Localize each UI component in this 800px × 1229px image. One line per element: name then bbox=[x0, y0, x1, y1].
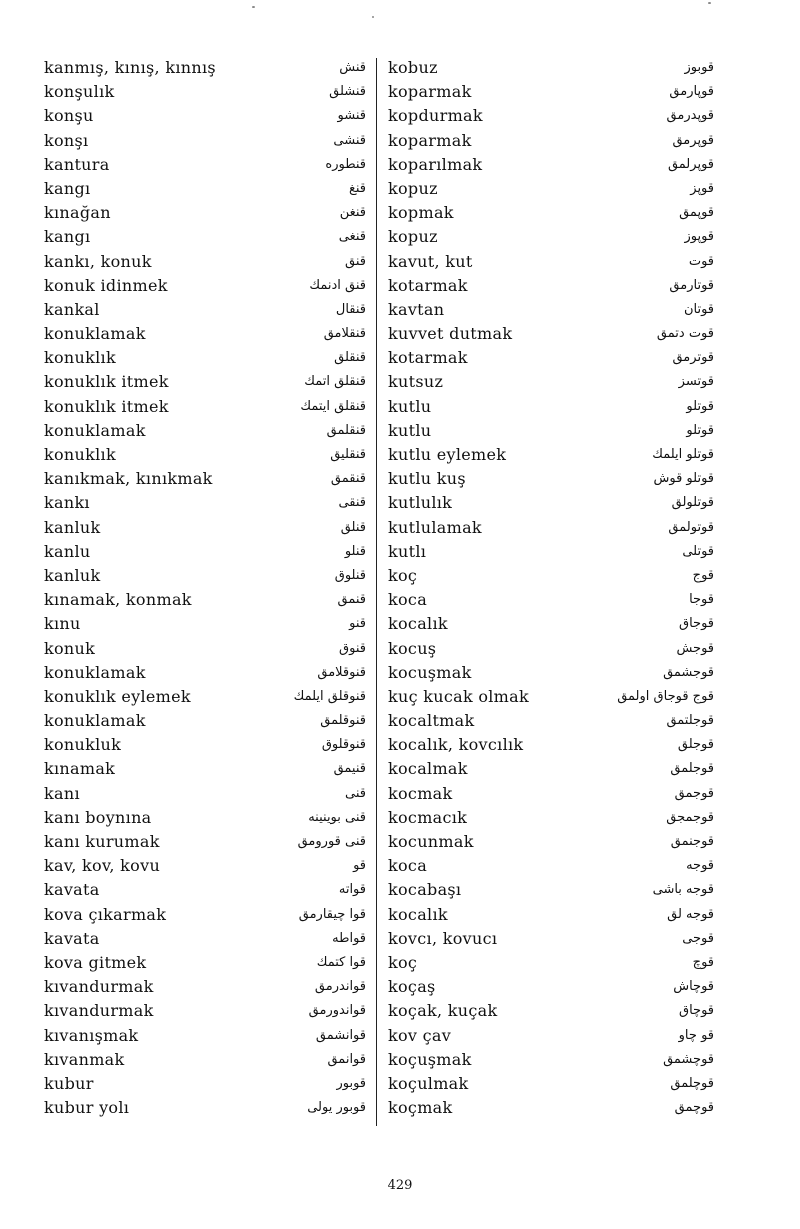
entry-transliteration: kopuz bbox=[388, 227, 438, 247]
dictionary-entry bbox=[388, 903, 714, 927]
dictionary-entry bbox=[388, 1072, 714, 1096]
entry-arabic-script: قنقمق bbox=[330, 471, 366, 487]
entry-arabic-script: قنقلمق bbox=[326, 422, 366, 438]
entry-arabic-script: قوت bbox=[688, 253, 714, 269]
entry-transliteration: kocaltmak bbox=[388, 711, 475, 731]
entry-arabic-script: قنقلامق bbox=[323, 326, 366, 342]
entry-transliteration: kanluk bbox=[44, 517, 101, 537]
entry-transliteration: kopmak bbox=[388, 203, 454, 223]
dictionary-entry bbox=[44, 443, 366, 467]
entry-transliteration: kocuşmak bbox=[388, 662, 472, 682]
dictionary-entry bbox=[388, 153, 714, 177]
entry-arabic-script: قوتلولق bbox=[671, 495, 714, 511]
entry-arabic-script: قنوقلوق bbox=[321, 737, 366, 753]
entry-transliteration: kuç kucak olmak bbox=[388, 686, 529, 706]
entry-arabic-script: قنشلق bbox=[329, 84, 366, 100]
entry-arabic-script: قوچلمق bbox=[670, 1075, 714, 1091]
dictionary-entry bbox=[44, 1048, 366, 1072]
print-speck bbox=[252, 6, 255, 8]
entry-transliteration: koçmak bbox=[388, 1098, 453, 1118]
entry-transliteration: kıvandurmak bbox=[44, 977, 154, 997]
entry-arabic-script: قنوقلامق bbox=[317, 664, 366, 680]
entry-transliteration: koç bbox=[388, 565, 418, 585]
dictionary-entry bbox=[44, 1024, 366, 1048]
dictionary-entry bbox=[44, 1096, 366, 1120]
entry-arabic-script: قنق ادنمك bbox=[309, 277, 366, 293]
dictionary-entry bbox=[388, 878, 714, 902]
entry-transliteration: kocunmak bbox=[388, 832, 474, 851]
entry-arabic-script: قوجش bbox=[676, 640, 714, 656]
entry-arabic-script: قوا چیقارمق bbox=[298, 906, 366, 922]
dictionary-entry bbox=[388, 685, 714, 709]
dictionary-entry bbox=[44, 225, 366, 249]
entry-arabic-script: قوجا bbox=[689, 592, 714, 608]
entry-transliteration: kankı, konuk bbox=[44, 251, 152, 271]
entry-transliteration: kıvanmak bbox=[44, 1049, 125, 1069]
entry-arabic-script: قوپارمق bbox=[669, 84, 714, 100]
entry-arabic-script: قوپرلمق bbox=[667, 156, 714, 172]
entry-transliteration: konuklık bbox=[44, 445, 116, 464]
dictionary-entry bbox=[44, 903, 366, 927]
entry-transliteration: kocalık bbox=[388, 614, 448, 634]
dictionary-entry bbox=[388, 854, 714, 878]
entry-arabic-script: قنیمق bbox=[333, 761, 366, 777]
entry-arabic-script: قوج bbox=[692, 567, 714, 583]
dictionary-entry bbox=[44, 129, 366, 153]
entry-arabic-script: قنطوره bbox=[325, 156, 366, 172]
entry-transliteration: konuklık eylemek bbox=[44, 686, 191, 706]
dictionary-entry bbox=[388, 443, 714, 467]
dictionary-entry bbox=[44, 322, 366, 346]
entry-arabic-script: قوتلو bbox=[686, 422, 714, 438]
entry-arabic-script: قوجلق bbox=[677, 737, 714, 753]
entry-transliteration: konuklık itmek bbox=[44, 372, 169, 392]
entry-arabic-script: قنقلق bbox=[334, 350, 366, 366]
entry-transliteration: kutlulık bbox=[388, 493, 453, 513]
entry-arabic-script: قوتلی bbox=[682, 543, 714, 559]
entry-arabic-script: قنغ bbox=[348, 180, 366, 196]
entry-arabic-script: قوچمق bbox=[674, 1100, 714, 1116]
entry-transliteration: konuklık itmek bbox=[44, 396, 169, 416]
dictionary-entry bbox=[44, 782, 366, 806]
entry-transliteration: kov çav bbox=[388, 1025, 452, 1045]
entry-arabic-script: قنمق bbox=[337, 592, 366, 608]
dictionary-entry bbox=[44, 878, 366, 902]
entry-transliteration: kovcı, kovucı bbox=[388, 928, 498, 948]
entry-arabic-script: قوتولمق bbox=[668, 519, 714, 535]
dictionary-entry bbox=[44, 540, 366, 564]
entry-transliteration: kanı kurumak bbox=[44, 832, 160, 851]
left-column bbox=[44, 56, 366, 1120]
entry-transliteration: koç bbox=[388, 952, 418, 972]
dictionary-entry bbox=[44, 346, 366, 370]
entry-transliteration: kavata bbox=[44, 880, 100, 900]
entry-arabic-script: قنقی bbox=[338, 495, 366, 511]
entry-transliteration: koçuşmak bbox=[388, 1049, 472, 1069]
entry-transliteration: kutlu bbox=[388, 396, 432, 416]
dictionary-entry bbox=[388, 612, 714, 636]
entry-transliteration: kavut, kut bbox=[388, 251, 473, 271]
entry-transliteration: kanluk bbox=[44, 565, 101, 585]
entry-arabic-script: قوجلمق bbox=[670, 761, 714, 777]
entry-arabic-script: قوپرمق bbox=[672, 132, 714, 148]
dictionary-entry bbox=[388, 225, 714, 249]
entry-arabic-script: قنقال bbox=[335, 301, 366, 317]
entry-transliteration: kıvandurmak bbox=[44, 1001, 154, 1021]
entry-arabic-script: قوا كتمك bbox=[316, 954, 366, 970]
dictionary-entry bbox=[44, 1072, 366, 1096]
entry-arabic-script: قنقلیق bbox=[330, 447, 366, 462]
entry-transliteration: konuklık bbox=[44, 348, 116, 368]
entry-arabic-script: قنلو bbox=[344, 543, 366, 559]
dictionary-entry bbox=[388, 927, 714, 951]
dictionary-entry bbox=[388, 661, 714, 685]
entry-transliteration: kanı boynına bbox=[44, 807, 152, 827]
entry-arabic-script: قوجلتمق bbox=[666, 713, 714, 729]
dictionary-entry bbox=[388, 951, 714, 975]
dictionary-entry bbox=[388, 322, 714, 346]
dictionary-entry bbox=[44, 104, 366, 128]
entry-transliteration: kova gitmek bbox=[44, 952, 147, 972]
dictionary-entry bbox=[388, 56, 714, 80]
dictionary-entry bbox=[44, 709, 366, 733]
entry-transliteration: kotarmak bbox=[388, 275, 468, 295]
entry-arabic-script: قوچاق bbox=[678, 1003, 714, 1019]
dictionary-entry bbox=[388, 491, 714, 515]
entry-arabic-script: قواندورمق bbox=[308, 1003, 366, 1019]
entry-transliteration: konuklamak bbox=[44, 711, 146, 731]
entry-arabic-script: قوجه لق bbox=[667, 906, 714, 922]
entry-arabic-script: قنق bbox=[345, 253, 366, 269]
entry-arabic-script: قنش bbox=[339, 60, 366, 75]
entry-transliteration: kuvvet dutmak bbox=[388, 324, 513, 344]
dictionary-entry bbox=[388, 782, 714, 806]
dictionary-entry bbox=[388, 806, 714, 830]
entry-transliteration: koparmak bbox=[388, 130, 472, 150]
entry-transliteration: konuk bbox=[44, 638, 96, 658]
dictionary-entry bbox=[388, 733, 714, 757]
dictionary-entry bbox=[44, 757, 366, 781]
entry-transliteration: kıvanışmak bbox=[44, 1025, 139, 1045]
entry-transliteration: kubur bbox=[44, 1073, 94, 1093]
entry-transliteration: konşu bbox=[44, 106, 94, 126]
entry-arabic-script: قوچاش bbox=[673, 979, 714, 995]
entry-arabic-script: قوتلو ایلمك bbox=[652, 447, 714, 462]
dictionary-entry bbox=[388, 516, 714, 540]
dictionary-entry bbox=[388, 830, 714, 854]
entry-transliteration: konuklamak bbox=[44, 662, 146, 682]
page-number: 429 bbox=[387, 1178, 413, 1193]
entry-arabic-script: قواطه bbox=[332, 930, 366, 946]
entry-transliteration: kutlu bbox=[388, 420, 432, 440]
entry-transliteration: kavata bbox=[44, 928, 100, 948]
entry-arabic-script: قو bbox=[353, 858, 366, 874]
entry-arabic-script: قنوق bbox=[339, 640, 366, 656]
entry-transliteration: kova çıkarmak bbox=[44, 904, 167, 924]
entry-transliteration: kubur yolı bbox=[44, 1098, 130, 1118]
entry-transliteration: kutlu eylemek bbox=[388, 445, 507, 464]
entry-arabic-script: قوپمق bbox=[679, 205, 714, 221]
dictionary-entry bbox=[44, 927, 366, 951]
entry-transliteration: konşulık bbox=[44, 82, 115, 102]
dictionary-entry bbox=[44, 612, 366, 636]
print-speck bbox=[708, 2, 711, 4]
dictionary-entry bbox=[44, 999, 366, 1023]
dictionary-entry bbox=[388, 975, 714, 999]
entry-arabic-script: قنوقلمق bbox=[320, 713, 366, 729]
entry-transliteration: koca bbox=[388, 856, 428, 876]
entry-arabic-script: قنو bbox=[349, 616, 366, 632]
dictionary-entry bbox=[44, 177, 366, 201]
dictionary-entry bbox=[388, 274, 714, 298]
entry-transliteration: kankı bbox=[44, 493, 90, 513]
entry-arabic-script: قواندرمق bbox=[314, 979, 366, 995]
entry-transliteration: kavtan bbox=[388, 299, 445, 319]
entry-arabic-script: قوانشمق bbox=[315, 1027, 366, 1043]
entry-arabic-script: قوج قوجاق اولمق bbox=[617, 688, 714, 704]
entry-transliteration: koçak, kuçak bbox=[388, 1001, 498, 1021]
entry-arabic-script: قوجمجق bbox=[666, 809, 714, 825]
dictionary-entry bbox=[388, 999, 714, 1023]
right-column bbox=[388, 56, 714, 1120]
entry-transliteration: kocmacık bbox=[388, 807, 468, 827]
entry-arabic-script: قوجشمق bbox=[663, 664, 714, 680]
entry-arabic-script: قنقلق اتمك bbox=[304, 374, 366, 390]
dictionary-entry bbox=[44, 395, 366, 419]
entry-transliteration: konşı bbox=[44, 130, 89, 150]
entry-transliteration: konukluk bbox=[44, 735, 122, 755]
entry-transliteration: kangı bbox=[44, 178, 91, 198]
dictionary-entry bbox=[388, 564, 714, 588]
entry-arabic-script: قنلق bbox=[340, 519, 366, 535]
entry-arabic-script: قوتلو bbox=[686, 398, 714, 414]
dictionary-entry bbox=[44, 588, 366, 612]
dictionary-entry bbox=[388, 637, 714, 661]
entry-arabic-script: قنقلق ایتمك bbox=[300, 398, 366, 414]
entry-arabic-script: قوجه bbox=[686, 858, 714, 874]
entry-arabic-script: قوتارمق bbox=[669, 277, 714, 293]
entry-transliteration: kınağan bbox=[44, 203, 111, 223]
entry-transliteration: kocabaşı bbox=[388, 880, 462, 900]
entry-arabic-script: قواته bbox=[338, 882, 366, 898]
entry-transliteration: kocalmak bbox=[388, 759, 468, 779]
entry-arabic-script: قنلوق bbox=[334, 567, 366, 583]
entry-arabic-script: قوترمق bbox=[672, 350, 714, 366]
dictionary-entry bbox=[388, 1048, 714, 1072]
entry-transliteration: kutlu kuş bbox=[388, 469, 466, 489]
entry-transliteration: koçaş bbox=[388, 977, 436, 997]
entry-arabic-script: قنغن bbox=[339, 205, 366, 221]
entry-arabic-script: قوتلو قوش bbox=[653, 471, 714, 487]
entry-transliteration: kınamak bbox=[44, 759, 116, 779]
entry-transliteration: kobuz bbox=[388, 58, 438, 77]
entry-arabic-script: قوچشمق bbox=[663, 1051, 714, 1067]
dictionary-entry bbox=[44, 830, 366, 854]
entry-arabic-script: قوجنمق bbox=[670, 834, 714, 849]
dictionary-entry bbox=[388, 709, 714, 733]
entry-transliteration: kangı bbox=[44, 227, 91, 247]
entry-arabic-script: قوتسز bbox=[678, 374, 714, 390]
dictionary-entry bbox=[388, 467, 714, 491]
entry-arabic-script: قنی قورومق bbox=[297, 834, 366, 849]
entry-transliteration: kanmış, kınış, kınnış bbox=[44, 58, 216, 77]
entry-arabic-script: قو چاو bbox=[678, 1027, 714, 1043]
dictionary-entry bbox=[388, 540, 714, 564]
dictionary-entry bbox=[44, 298, 366, 322]
dictionary-entry bbox=[44, 491, 366, 515]
entry-arabic-script: قنشی bbox=[333, 132, 366, 148]
entry-transliteration: konuk idinmek bbox=[44, 275, 168, 295]
dictionary-entry bbox=[44, 951, 366, 975]
dictionary-entry bbox=[44, 467, 366, 491]
entry-transliteration: koparmak bbox=[388, 82, 472, 102]
dictionary-entry bbox=[44, 250, 366, 274]
entry-arabic-script: قوپز bbox=[690, 180, 714, 196]
entry-transliteration: kanlu bbox=[44, 541, 91, 561]
dictionary-entry bbox=[44, 370, 366, 394]
dictionary-entry bbox=[44, 201, 366, 225]
dictionary-entry bbox=[388, 104, 714, 128]
dictionary-entry bbox=[388, 80, 714, 104]
dictionary-entry bbox=[44, 854, 366, 878]
dictionary-entry bbox=[44, 56, 366, 80]
entry-arabic-script: قنشو bbox=[337, 108, 366, 124]
entry-arabic-script: قوچ bbox=[692, 954, 714, 970]
dictionary-entry bbox=[388, 201, 714, 225]
entry-arabic-script: قنی bbox=[345, 785, 366, 801]
dictionary-entry bbox=[44, 564, 366, 588]
entry-arabic-script: قوپدرمق bbox=[666, 108, 714, 124]
entry-transliteration: kocmak bbox=[388, 783, 453, 803]
entry-transliteration: kav, kov, kovu bbox=[44, 856, 161, 876]
dictionary-entry bbox=[44, 274, 366, 298]
dictionary-entry bbox=[388, 370, 714, 394]
entry-arabic-script: قوپوز bbox=[684, 229, 714, 245]
entry-transliteration: kınamak, konmak bbox=[44, 590, 192, 610]
entry-transliteration: kınu bbox=[44, 614, 81, 634]
entry-arabic-script: قوجاق bbox=[678, 616, 714, 632]
entry-arabic-script: قوتان bbox=[683, 301, 714, 317]
dictionary-entry bbox=[44, 153, 366, 177]
entry-transliteration: kankal bbox=[44, 299, 100, 319]
entry-transliteration: kocuş bbox=[388, 638, 437, 658]
dictionary-entry bbox=[44, 516, 366, 540]
dictionary-entry bbox=[44, 975, 366, 999]
entry-transliteration: konuklamak bbox=[44, 420, 146, 440]
dictionary-entry bbox=[44, 733, 366, 757]
dictionary-entry bbox=[388, 1024, 714, 1048]
entry-transliteration: kocalık bbox=[388, 904, 448, 924]
dictionary-entry bbox=[388, 757, 714, 781]
dictionary-entry bbox=[388, 588, 714, 612]
column-divider bbox=[376, 58, 377, 1126]
entry-arabic-script: قوجی bbox=[682, 930, 714, 946]
dictionary-entry bbox=[388, 298, 714, 322]
entry-transliteration: kanıkmak, kınıkmak bbox=[44, 469, 213, 489]
dictionary-entry bbox=[388, 177, 714, 201]
entry-arabic-script: قنوقلق ایلمك bbox=[293, 688, 366, 704]
entry-transliteration: kotarmak bbox=[388, 348, 468, 368]
dictionary-entry bbox=[388, 129, 714, 153]
dictionary-entry bbox=[44, 637, 366, 661]
dictionary-entry bbox=[44, 661, 366, 685]
entry-transliteration: koçulmak bbox=[388, 1073, 469, 1093]
dictionary-entry bbox=[44, 806, 366, 830]
entry-transliteration: kutlı bbox=[388, 541, 427, 561]
entry-transliteration: koparılmak bbox=[388, 154, 483, 174]
entry-transliteration: koca bbox=[388, 590, 428, 610]
dictionary-entry bbox=[388, 250, 714, 274]
dictionary-entry bbox=[388, 395, 714, 419]
dictionary-entry bbox=[388, 419, 714, 443]
entry-arabic-script: قوت دتمق bbox=[656, 326, 714, 342]
dictionary-entry bbox=[44, 685, 366, 709]
entry-transliteration: kutlulamak bbox=[388, 517, 482, 537]
dictionary-entry bbox=[388, 346, 714, 370]
print-speck bbox=[372, 16, 374, 18]
entry-transliteration: kopdurmak bbox=[388, 106, 483, 126]
entry-transliteration: kutsuz bbox=[388, 372, 444, 392]
entry-arabic-script: قوجه باشی bbox=[652, 882, 714, 898]
entry-arabic-script: قوجمق bbox=[674, 785, 714, 801]
entry-transliteration: kanı bbox=[44, 783, 80, 803]
dictionary-entry bbox=[44, 80, 366, 104]
entry-arabic-script: قوبوز bbox=[684, 60, 714, 75]
entry-transliteration: kopuz bbox=[388, 178, 438, 198]
entry-transliteration: kantura bbox=[44, 154, 110, 174]
dictionary-entry bbox=[388, 1096, 714, 1120]
entry-arabic-script: قوبور یولی bbox=[307, 1100, 366, 1116]
entry-arabic-script: قوبور bbox=[336, 1075, 366, 1091]
dictionary-entry bbox=[44, 419, 366, 443]
entry-arabic-script: قنغی bbox=[338, 229, 366, 245]
entry-arabic-script: قنی بوینینه bbox=[308, 809, 366, 825]
entry-transliteration: konuklamak bbox=[44, 324, 146, 344]
entry-transliteration: kocalık, kovcılık bbox=[388, 735, 524, 755]
entry-arabic-script: قوانمق bbox=[327, 1051, 366, 1067]
